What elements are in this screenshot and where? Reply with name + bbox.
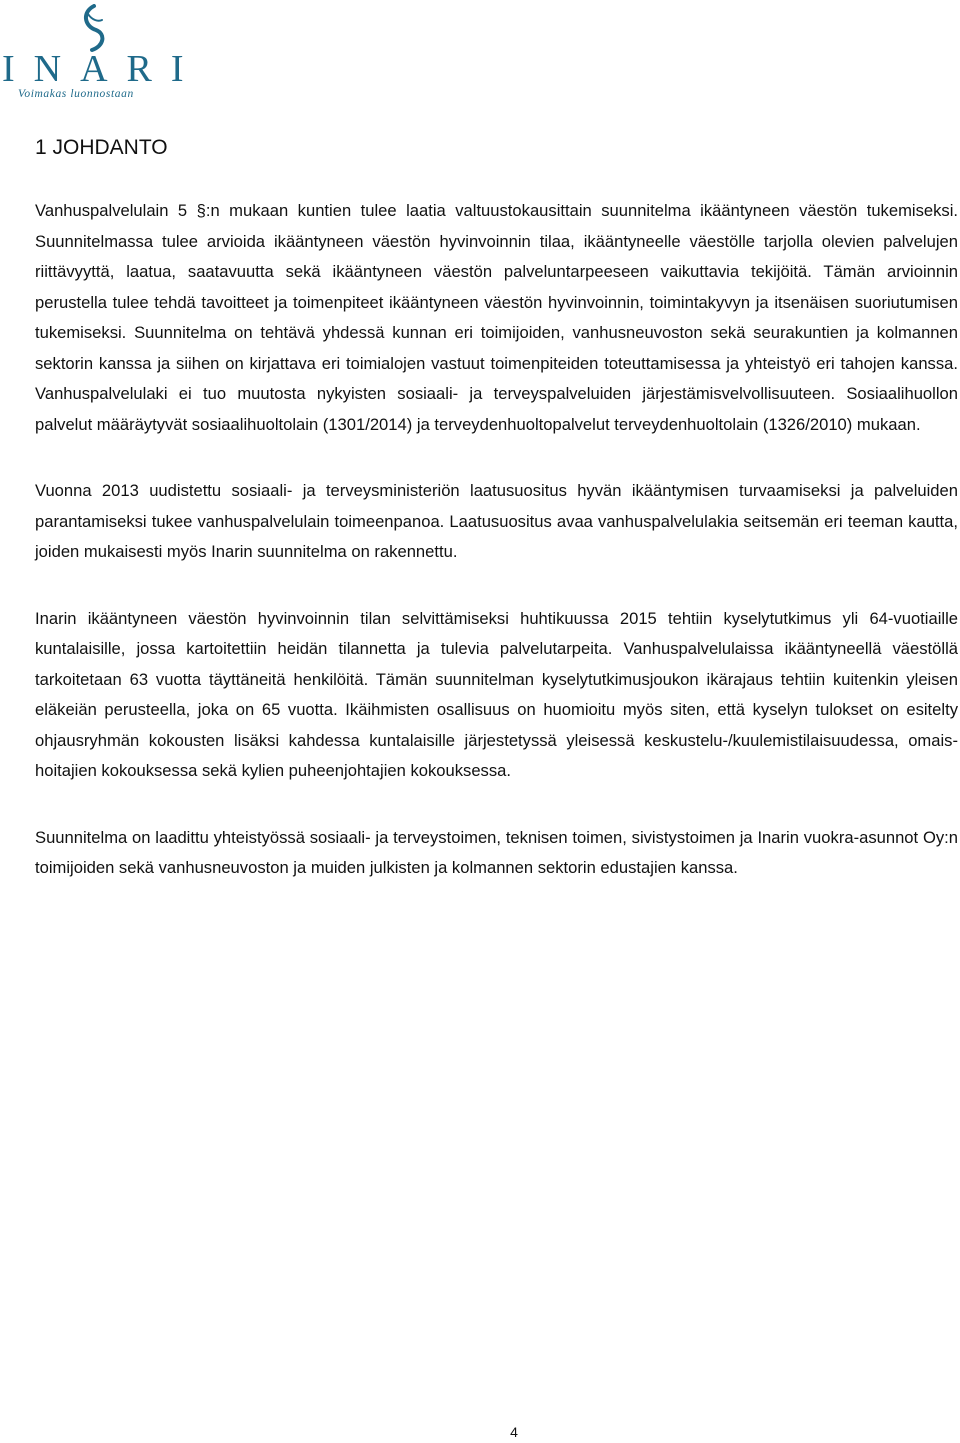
paragraph: Inarin ikääntyneen väestön hyvinvoinnin tilan selvittämiseksi huhtikuussa 2015 tehtiin kyselytutkimus yli 64-vuotiaille kuntalaisille, jossa kartoitettiin heidän tilannetta ja tulevia palvelutarpeita. Vanhuspalvelulaissa ikääntyneellä väestöllä tarkoitetaan 63 vuotta täyttäneitä henkilöitä. Tämän suunnitelman kyselytutkimusjoukon ikärajaus tehtiin kuitenkin yleisen eläkeiän perusteella, joka on 65 vuotta. Ikäihmisten osallisuus on huomioitu myös siten, että kyselyn tulokset on esitelty ohjausryhmän kokousten lisäksi kahdessa kuntalaisille järjestetyssä yleisessä keskustelu-/kuulemistilaisuudessa, omaishoitajien kokouksessa sekä kylien puheenjohtajien kokouksessa. [35,608,958,780]
section-heading: 1 JOHDANTO [35,136,168,159]
inari-logo [0,0,203,104]
swirl-logo-icon [74,4,110,54]
logo-wordmark: INARI [2,48,203,90]
paragraph: Suunnitelma on laadittu yhteistyössä sosiaali- ja terveystoimen, teknisen toimen, sivistystoimen ja Inarin vuokra-asunnot Oy:n toimijoiden sekä vanhusneuvoston ja muiden julkisten ja kolmannen sektorin edustajien kanssa. [35,827,958,877]
logo-tagline: Voimakas luonnostaan [18,88,134,100]
document-body [35,196,958,920]
paragraph: Vuonna 2013 uudistettu sosiaali- ja terveysministeriön laatusuositus hyvän ikääntymisen turvaamiseksi ja palveluiden parantamiseksi tukee vanhuspalvelulain toimeenpanoa. Laatusuositus avaa vanhuspalvelulakia seitsemän eri teeman kautta, joiden mukaisesti myös Inarin suunnitelma on rakennettu. [35,481,958,561]
page-number: 4 [510,1424,518,1440]
paragraph: Vanhuspalvelulain 5 §:n mukaan kuntien tulee laatia valtuustokausittain suunnitelma ikääntyneen väestön tukemiseksi. Suunnitelmassa tulee arvioida ikääntyneen väestön hyvinvoinnin tilaa, ikääntyneelle väestölle tarjolla olevien palvelujen riittävyyttä, laatua, saatavuutta sekä ikääntyneen väestön palveluntarpeeseen vaikuttavia tekijöitä. Tämän arvioinnin perustella tulee tehdä tavoitteet ja toimenpiteet ikääntyneen väestön hyvinvoinnin, toimintakyvyn ja itsenäisen suoriutumisen tukemiseksi. Suunnitelma on tehtävä yhdessä kunnan eri toimijoiden, vanhusneuvoston sekä seurakuntien ja kolmannen sektorin kanssa ja siihen on kirjattava eri toimialojen vastuut toimenpiteiden toteuttamisessa ja yhteistyö eri tahojen kanssa. Vanhuspalvelulaki ei tuo muutosta nykyisten sosiaali- ja terveyspalveluiden järjestämisvelvollisuuteen. Sosiaalihuollon palvelut määräytyvät sosiaalihuoltolain (1301/2014) ja terveydenhuoltopalvelut terveydenhuoltolain (1326/2010) mukaan. [35,201,958,434]
